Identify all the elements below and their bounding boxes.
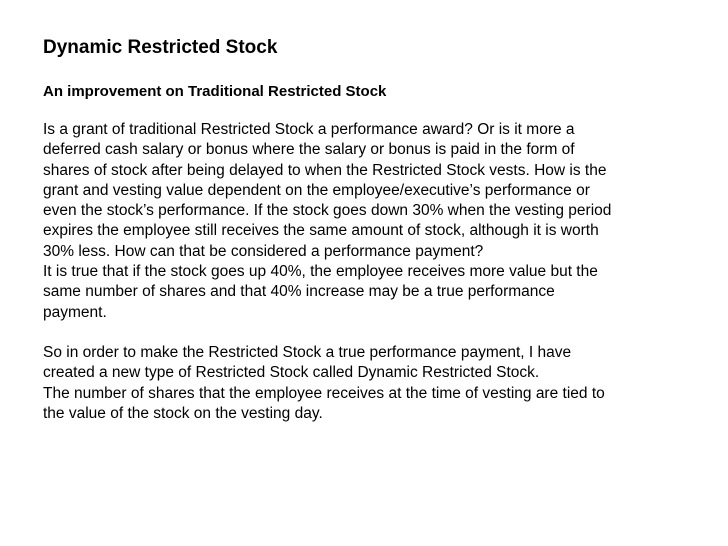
slide-body <box>43 120 715 424</box>
slide-content <box>43 36 715 424</box>
text-line: It is true that if the stock goes up 40%, the employee receives more value but the <box>43 263 598 281</box>
text-line: the value of the stock on the vesting day. <box>43 404 323 422</box>
text-line: Is a grant of traditional Restricted Stock a performance award? Or is it more a <box>43 121 575 138</box>
text-line: even the stock’s performance. If the stock goes down 30% when the vesting period <box>43 202 612 220</box>
text-line: expires the employee still receives the same amount of stock, although it is worth <box>43 222 599 240</box>
text-line: 30% less. How can that be considered a performance payment? <box>43 242 484 260</box>
text-line: shares of stock after being delayed to when the Restricted Stock vests. How is the <box>43 161 607 179</box>
text-line: same number of shares and that 40% increase may be a true performance <box>43 283 555 301</box>
paragraph-2 <box>43 262 715 323</box>
text-line: deferred cash salary or bonus where the salary or bonus is paid in the form of <box>43 141 575 159</box>
paragraph-1 <box>43 120 715 262</box>
text-line: So in order to make the Restricted Stock a true performance payment, I have <box>43 343 572 361</box>
slide-subtitle: An improvement on Traditional Restricted Stock <box>43 83 387 100</box>
slide-title: Dynamic Restricted Stock <box>43 37 278 58</box>
paragraph-3 <box>43 343 715 384</box>
paragraph-4 <box>43 384 715 425</box>
text-line: payment. <box>43 303 107 321</box>
paragraph-spacer <box>43 323 715 343</box>
text-line: The number of shares that the employee receives at the time of vesting are tied to <box>43 384 605 402</box>
text-line: grant and vesting value dependent on the employee/executive’s performance or <box>43 181 590 199</box>
text-line: created a new type of Restricted Stock called Dynamic Restricted Stock. <box>43 364 540 382</box>
